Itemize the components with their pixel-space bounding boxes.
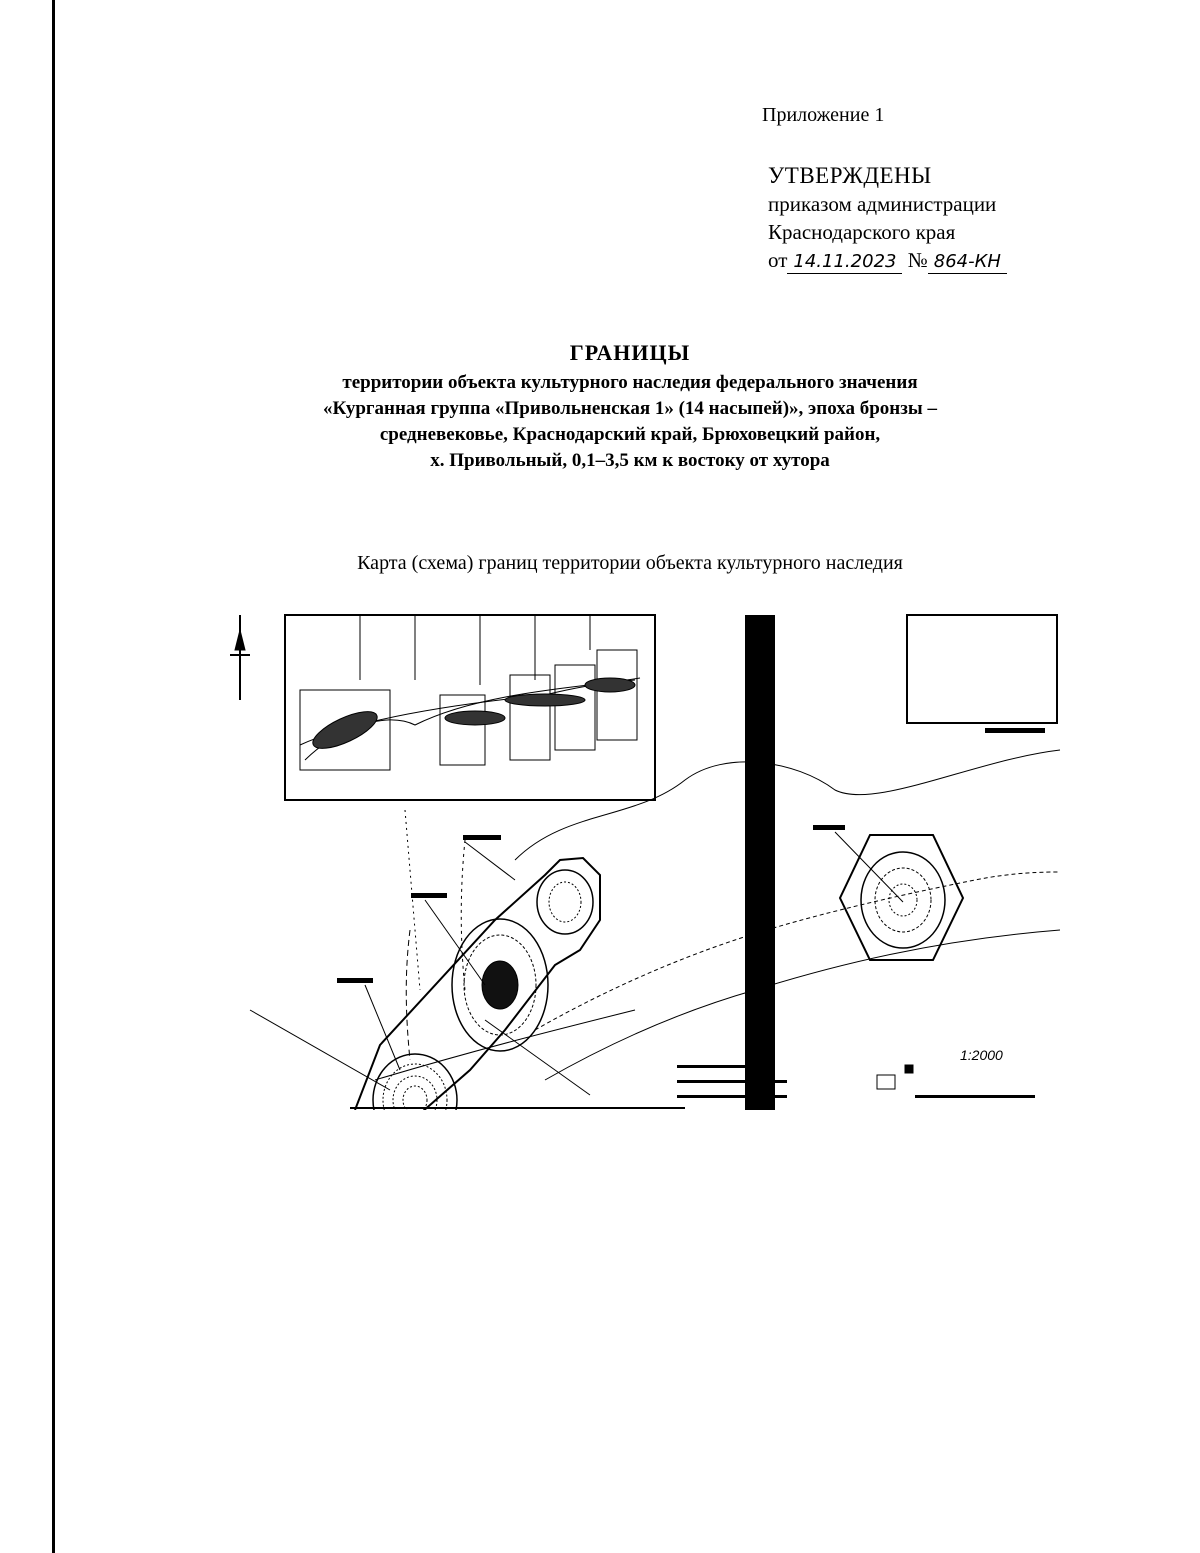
- title-line-1: территории объекта культурного наследия федерального значения: [342, 372, 918, 393]
- approval-heading: УТВЕРЖДЕНЫ: [768, 163, 932, 188]
- map-drawing: [215, 610, 1065, 1110]
- left-margin-rule: [52, 0, 55, 1553]
- map-caption: Карта (схема) границ территории объекта культурного наследия: [357, 552, 903, 574]
- boundary-map: [215, 610, 1065, 1110]
- boundary-hexagon-mound-4: [835, 832, 963, 960]
- approval-line-2: Краснодарского края: [768, 220, 956, 244]
- approval-line-1: приказом администрации: [768, 192, 997, 216]
- approval-date-line: [768, 246, 1007, 274]
- map-labels: [337, 728, 1045, 983]
- title-line-4: х. Привольный, 0,1–3,5 км к востоку от хутора: [430, 450, 830, 471]
- overview-inset-map: [285, 615, 655, 800]
- empty-frame: [907, 615, 1057, 723]
- handwritten-number: 864-КН: [928, 251, 1007, 274]
- title-line-2: «Курганная группа «Привольненская 1» (14 насыпей)», эпоха бронзы –: [323, 398, 937, 419]
- map-legend: [875, 1065, 913, 1110]
- map-scale: 1:2000: [960, 1047, 1003, 1063]
- boundary-polygon-mounds-1-3: [355, 858, 615, 1110]
- legend-text-blocks: [677, 1065, 1035, 1098]
- black-band: [745, 615, 775, 1110]
- document-title: [200, 340, 1060, 474]
- date-prefix: от: [768, 248, 788, 272]
- title-line-3: средневековье, Краснодарский край, Брюховецкий район,: [379, 424, 881, 445]
- approval-block: [768, 162, 1007, 274]
- handwritten-date: 14.11.2023: [787, 251, 902, 274]
- number-prefix: №: [907, 248, 928, 272]
- north-arrow-icon: [230, 615, 250, 700]
- appendix-label: Приложение 1: [762, 104, 885, 126]
- title-main: ГРАНИЦЫ: [569, 340, 691, 365]
